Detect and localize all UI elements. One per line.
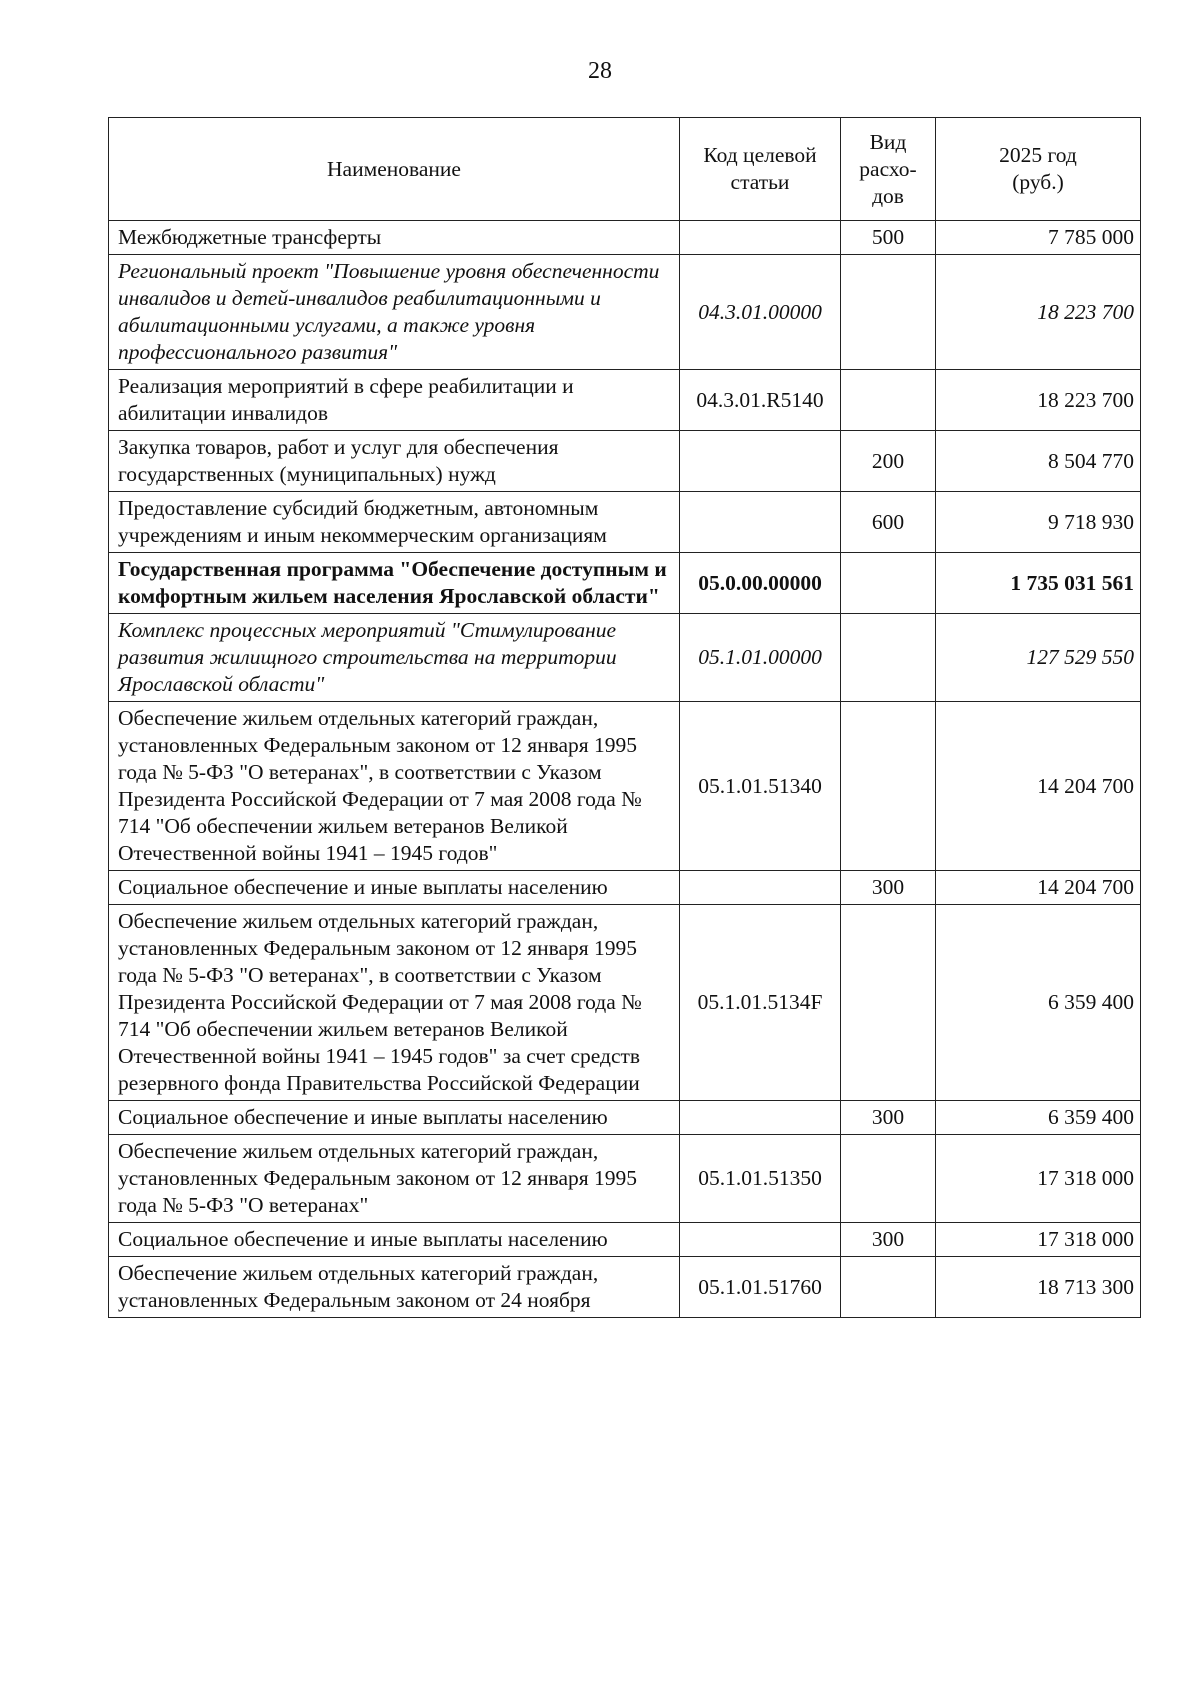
header-type-line-1: Вид	[869, 129, 907, 154]
cell-type: 500	[841, 221, 936, 255]
cell-name: Социальное обеспечение и иные выплаты населению	[109, 1223, 680, 1257]
cell-amount: 8 504 770	[936, 431, 1141, 492]
header-name-label: Наименование	[327, 156, 461, 181]
cell-type	[841, 614, 936, 702]
table-header	[109, 118, 1141, 221]
cell-amount: 17 318 000	[936, 1135, 1141, 1223]
cell-code: 05.0.00.00000	[680, 553, 841, 614]
header-code-line-1: Код целевой	[703, 143, 817, 167]
cell-amount: 1 735 031 561	[936, 553, 1141, 614]
cell-code: 04.3.01.00000	[680, 255, 841, 370]
cell-amount: 17 318 000	[936, 1223, 1141, 1257]
cell-name: Региональный проект "Повышение уровня обеспеченности инвалидов и детей-инвалидов реабилитационными и абилитационными услугами, а также уровня профессионального развития"	[109, 255, 680, 370]
cell-type	[841, 370, 936, 431]
cell-type	[841, 702, 936, 871]
cell-type	[841, 1135, 936, 1223]
cell-code: 04.3.01.R5140	[680, 370, 841, 431]
cell-type	[841, 255, 936, 370]
cell-name: Обеспечение жильем отдельных категорий граждан, установленных Федеральным законом от 12 января 1995 года № 5-ФЗ "О ветеранах", в соответствии с Указом Президента Российской Федерации от 7 мая 2008 года № 714 "Об обеспечении жильем ветеранов Великой Отечественной войны 1941 – 1945 годов"	[109, 702, 680, 871]
table-row	[109, 1223, 1141, 1257]
header-code	[680, 118, 841, 221]
cell-amount: 14 204 700	[936, 871, 1141, 905]
header-name	[109, 118, 680, 221]
header-type-line-2: расхо-	[859, 156, 917, 181]
cell-code: 05.1.01.51760	[680, 1257, 841, 1318]
cell-type: 300	[841, 1223, 936, 1257]
cell-name: Государственная программа "Обеспечение доступным и комфортным жильем населения Ярославской области"	[109, 553, 680, 614]
budget-table	[108, 117, 1141, 1318]
table-row	[109, 702, 1141, 871]
table-row	[109, 255, 1141, 370]
cell-name: Обеспечение жильем отдельных категорий граждан, установленных Федеральным законом от 12 января 1995 года № 5-ФЗ "О ветеранах", в соответствии с Указом Президента Российской Федерации от 7 мая 2008 года № 714 "Об обеспечении жильем ветеранов Великой Отечественной войны 1941 – 1945 годов" за счет средств резервного фонда Правительства Российской Федерации	[109, 905, 680, 1101]
cell-type	[841, 553, 936, 614]
table-row	[109, 1135, 1141, 1223]
cell-name: Комплекс процессных мероприятий "Стимулирование развития жилищного строительства на территории Ярославской области"	[109, 614, 680, 702]
cell-code	[680, 221, 841, 255]
table-row	[109, 492, 1141, 553]
cell-type: 200	[841, 431, 936, 492]
cell-amount: 7 785 000	[936, 221, 1141, 255]
cell-amount: 6 359 400	[936, 1101, 1141, 1135]
cell-type: 300	[841, 1101, 936, 1135]
table-row	[109, 431, 1141, 492]
table-row	[109, 1257, 1141, 1318]
cell-code	[680, 492, 841, 553]
header-amount-line-2: (руб.)	[1012, 170, 1064, 194]
table-row	[109, 871, 1141, 905]
table-row	[109, 553, 1141, 614]
header-amount	[936, 118, 1141, 221]
cell-amount: 18 713 300	[936, 1257, 1141, 1318]
cell-amount: 18 223 700	[936, 255, 1141, 370]
cell-type: 600	[841, 492, 936, 553]
cell-code: 05.1.01.5134F	[680, 905, 841, 1101]
cell-code: 05.1.01.51350	[680, 1135, 841, 1223]
cell-name: Межбюджетные трансферты	[109, 221, 680, 255]
table-row	[109, 221, 1141, 255]
cell-code: 05.1.01.00000	[680, 614, 841, 702]
table-row	[109, 370, 1141, 431]
header-type-line-3: дов	[872, 183, 904, 208]
table-row	[109, 1101, 1141, 1135]
cell-code: 05.1.01.51340	[680, 702, 841, 871]
header-type	[841, 118, 936, 221]
cell-amount: 18 223 700	[936, 370, 1141, 431]
cell-name: Обеспечение жильем отдельных категорий граждан, установленных Федеральным законом от 12 января 1995 года № 5-ФЗ "О ветеранах"	[109, 1135, 680, 1223]
cell-type	[841, 1257, 936, 1318]
cell-name: Социальное обеспечение и иные выплаты населению	[109, 871, 680, 905]
cell-type	[841, 905, 936, 1101]
header-amount-line-1: 2025 год	[999, 143, 1077, 167]
cell-name: Реализация мероприятий в сфере реабилитации и абилитации инвалидов	[109, 370, 680, 431]
cell-amount: 14 204 700	[936, 702, 1141, 871]
cell-name: Предоставление субсидий бюджетным, автономным учреждениям и иным некоммерческим организациям	[109, 492, 680, 553]
cell-code	[680, 431, 841, 492]
cell-name: Социальное обеспечение и иные выплаты населению	[109, 1101, 680, 1135]
cell-amount: 127 529 550	[936, 614, 1141, 702]
header-code-line-2: статьи	[730, 170, 790, 194]
cell-name: Обеспечение жильем отдельных категорий граждан, установленных Федеральным законом от 24 ноября	[109, 1257, 680, 1318]
table-body	[109, 221, 1141, 1318]
cell-name: Закупка товаров, работ и услуг для обеспечения государственных (муниципальных) нужд	[109, 431, 680, 492]
cell-type: 300	[841, 871, 936, 905]
cell-amount: 6 359 400	[936, 905, 1141, 1101]
cell-code	[680, 871, 841, 905]
table-row	[109, 614, 1141, 702]
header-row	[109, 118, 1141, 221]
page-number: 28	[588, 58, 612, 84]
cell-code	[680, 1223, 841, 1257]
table-row	[109, 905, 1141, 1101]
cell-amount: 9 718 930	[936, 492, 1141, 553]
cell-code	[680, 1101, 841, 1135]
